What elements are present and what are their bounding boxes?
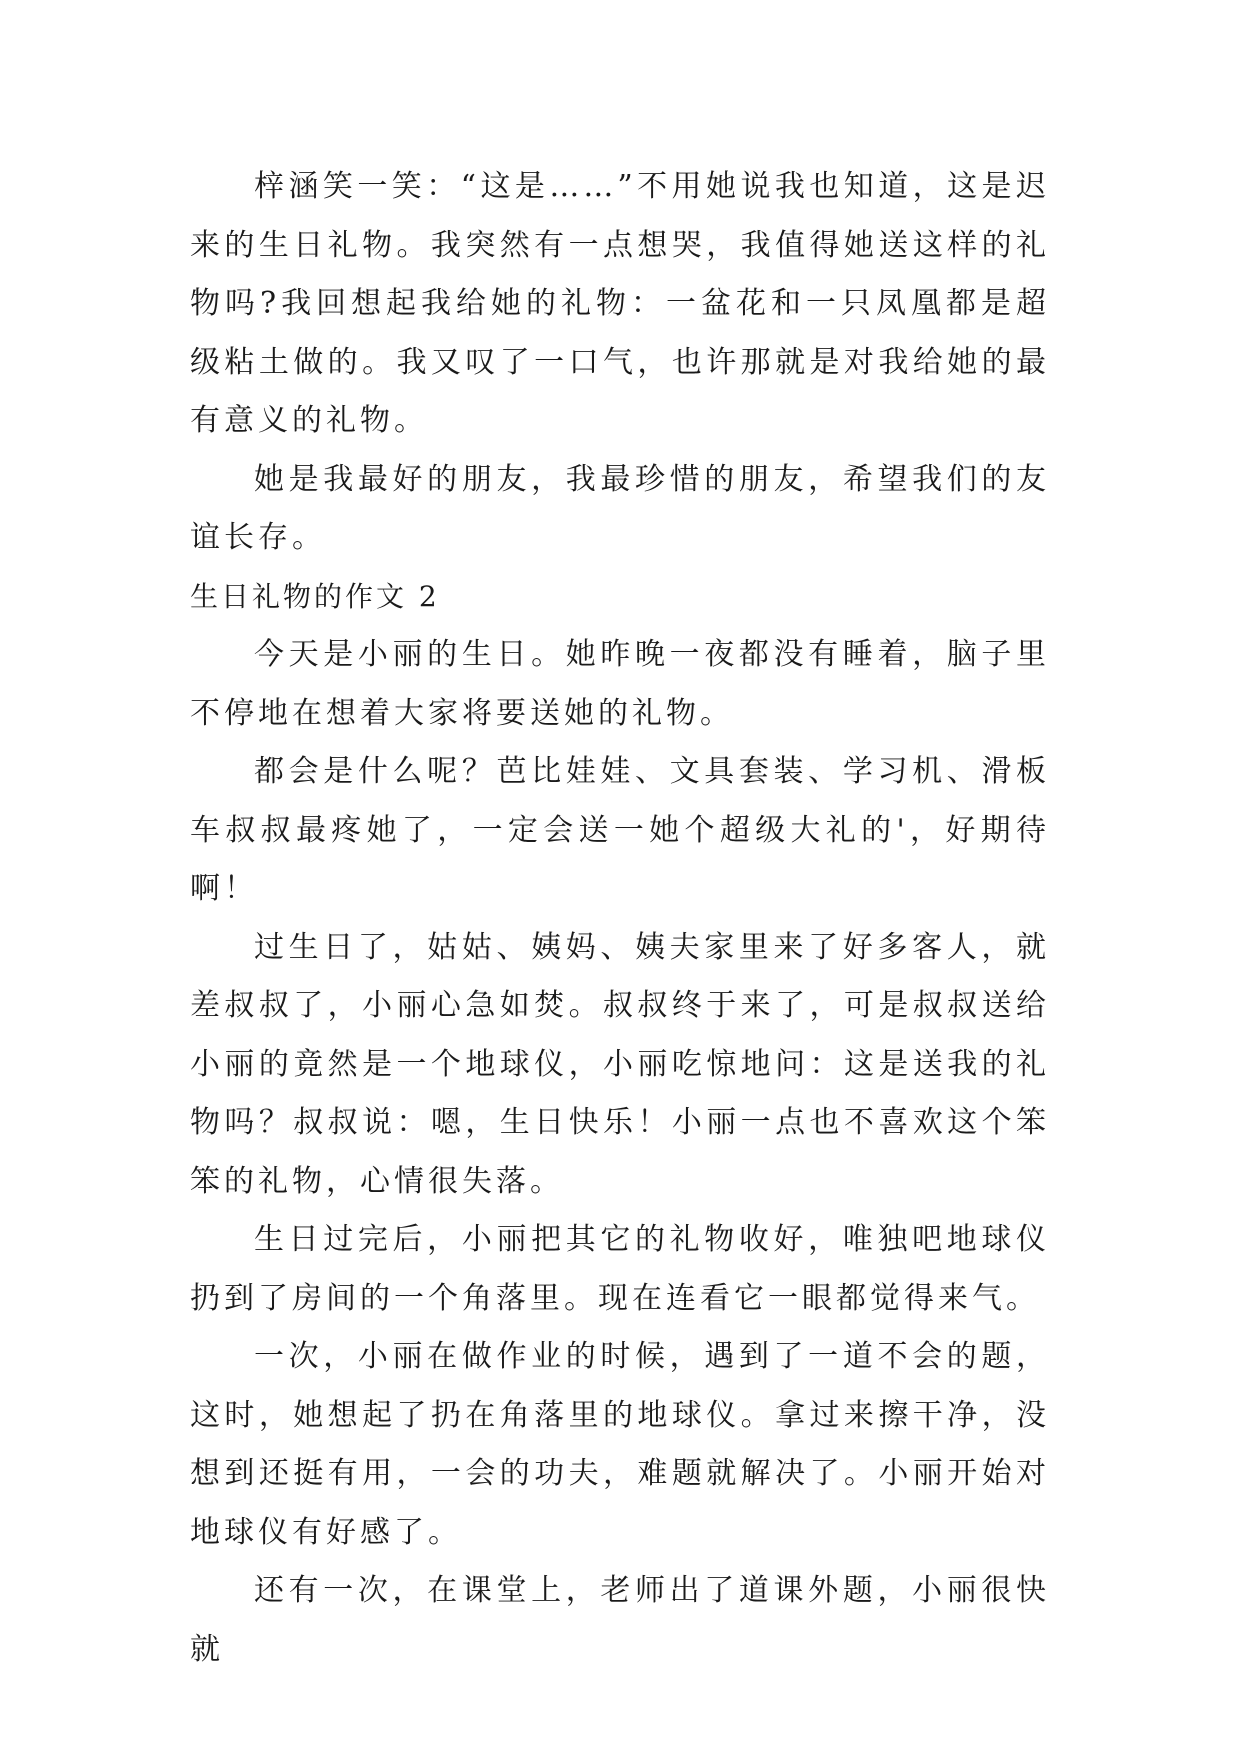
document-body: [190, 158, 1050, 1679]
paragraph: 都会是什么呢？芭比娃娃、文具套装、学习机、滑板车叔叔最疼她了，一定会送一她个超级大礼的'，好期待啊！: [190, 754, 1050, 906]
paragraph: 今天是小丽的生日。她昨晚一夜都没有睡着，脑子里不停地在想着大家将要送她的礼物。: [190, 637, 1050, 731]
paragraph: 还有一次，在课堂上，老师出了道课外题，小丽很快就: [190, 1573, 1050, 1667]
paragraph: 一次，小丽在做作业的时候，遇到了一道不会的题，这时，她想起了扔在角落里的地球仪。拿过来擦干净，没想到还挺有用，一会的功夫，难题就解决了。小丽开始对地球仪有好感了。: [190, 1339, 1050, 1550]
essay-heading: 生日礼物的作文 2: [190, 579, 440, 613]
paragraph: 过生日了，姑姑、姨妈、姨夫家里来了好多客人，就差叔叔了，小丽心急如焚。叔叔终于来了，可是叔叔送给小丽的竟然是一个地球仪，小丽吃惊地问：这是送我的礼物吗？叔叔说：嗯，生日快乐！小丽一点也不喜欢这个笨笨的礼物，心情很失落。: [190, 929, 1050, 1199]
paragraph: 梓涵笑一笑：“这是……”不用她说我也知道，这是迟来的生日礼物。我突然有一点想哭，我值得她送这样的礼物吗?我回想起我给她的礼物：一盆花和一只凤凰都是超级粘土做的。我又叹了一口气，也许那就是对我给她的最有意义的礼物。: [190, 169, 1050, 438]
paragraph: 生日过完后，小丽把其它的礼物收好，唯独吧地球仪扔到了房间的一个角落里。现在连看它一眼都觉得来气。: [190, 1222, 1050, 1316]
paragraph: 她是我最好的朋友，我最珍惜的朋友，希望我们的友谊长存。: [190, 461, 1050, 555]
